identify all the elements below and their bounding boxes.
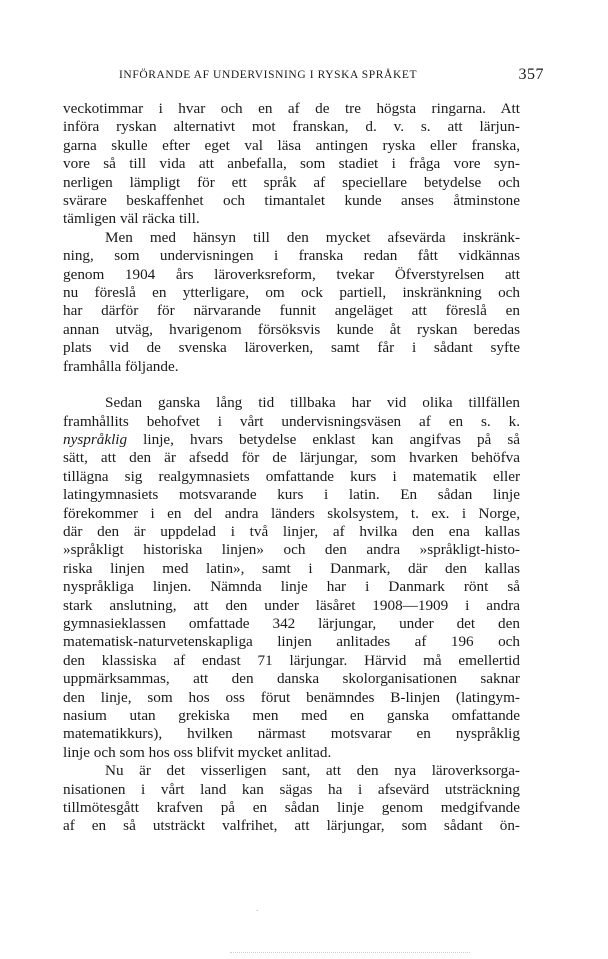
page-number: 357 [518, 66, 544, 83]
text-line: plats vid de svenska läroverken, samt får i sådant syfte [63, 339, 520, 357]
running-title: INFÖRANDE AF UNDERVISNING I RYSKA SPRÅKET [119, 69, 418, 81]
body-text [63, 100, 520, 836]
text-line: den klassiska af endast 71 lärjungar. Härvid må emellertid [63, 651, 520, 669]
text-line: nerligen lämpligt för ett språk af speciellare betydelse och [63, 173, 520, 191]
text-line: »språkligt historiska linjen» och den andra »språkligt-histo- [63, 541, 520, 559]
text-line: vore så till vida att anbefalla, som stadiet i fråga vore syn- [63, 155, 520, 173]
text-line: matematisk-naturvetenskapliga linjen anlitades af 196 och [63, 633, 520, 651]
text-line: garna skulle efter eget val läsa antingen ryska eller franska, [63, 136, 520, 154]
text-fragment: linje, hvars betydelse enklast kan angifvas på så [127, 430, 520, 448]
text-line: gymnasieklassen omfattade 342 lärjungar, under det den [63, 614, 520, 632]
text-line: Nu är det visserligen sant, att den nya läroverksorga- [105, 762, 520, 780]
text-line: Sedan ganska lång tid tillbaka har vid olika tillfällen [105, 394, 520, 412]
text-line: införa ryskan alternativt mot franskan, d. v. s. att lärjun- [63, 118, 520, 136]
text-line: genom 1904 års läroverksreform, tvekar Öfverstyrelsen att [63, 265, 520, 283]
text-line: nasium utan grekiska men med en ganska omfattande [63, 707, 520, 724]
text-line: af en så utsträckt valfrihet, att lärjungar, som sådant ön- [63, 817, 520, 835]
text-line: framhållits behofvet i vårt undervisningsväsen af en s. k. [63, 412, 520, 430]
text-line: linje och som hos oss blifvit mycket anlitad. [63, 743, 332, 761]
text-line: tillägna sig realgymnasiets omfattande kurs i matematik eller [63, 467, 520, 485]
paragraph-1 [63, 100, 520, 229]
text-line: nyspråkliga linjen. Nämnda linje har i Danmark rönt så [63, 578, 520, 596]
text-line: riska linjen med latin», samt i Danmark, där den kallas [63, 559, 520, 577]
text-line: tillmötesgått krafven på en sådan linje genom medgifvande [63, 799, 520, 817]
text-line [63, 431, 520, 449]
text-line: den linje, som hos oss förut benämndes B-linjen (latingym- [63, 688, 520, 706]
print-speck: · [256, 907, 259, 915]
text-line: annan utväg, hvarigenom försöksvis kunde åt ryskan beredas [63, 320, 520, 338]
text-line: uppmärksammas, att den danska skolorganisationen saknar [63, 670, 520, 688]
text-line: svärare beskaffenhet och timantalet kunde anses åtminstone [63, 192, 520, 210]
text-line: veckotimmar i hvar och en af de tre högsta ringarna. Att [63, 100, 520, 117]
text-line: nu föreslå en ytterligare, om ock partiell, inskränkning och [63, 284, 520, 302]
text-line: förekommer i en del andra länders skolsystem, t. ex. i Norge, [63, 504, 520, 522]
text-line: Men med hänsyn till den mycket afsevärda inskränk- [105, 228, 520, 246]
paragraph-3 [63, 394, 520, 762]
running-header [63, 68, 544, 86]
text-line: där den är uppdelad i två linjer, af hvilka den ena kallas [63, 522, 520, 540]
paragraph-2 [63, 229, 520, 376]
text-line: tämligen väl räcka till. [63, 210, 200, 228]
bleed-through-trace [230, 952, 470, 955]
text-line: sätt, att den är afsedd för de lärjungar, som hvarken behöfva [63, 449, 520, 467]
italic-term: nyspråklig [63, 430, 128, 448]
text-line: har därför för närvarande funnit angeläget att föreslå en [63, 302, 520, 320]
text-line: nisationen i vårt land kan sägas ha i afsevärd utsträckning [63, 780, 520, 798]
text-line: ning, som undervisningen i franska redan fått vidkännas [63, 247, 520, 265]
text-line: framhålla följande. [63, 357, 179, 375]
text-line: matematikkurs), hvilken närmast motsvarar en nyspråklig [63, 725, 520, 743]
paragraph-4 [63, 762, 520, 836]
text-line: stark anslutning, att den under läsåret 1908—1909 i andra [63, 596, 520, 614]
text-line: latingymnasiets motsvarande kurs i latin. En sådan linje [63, 486, 520, 504]
